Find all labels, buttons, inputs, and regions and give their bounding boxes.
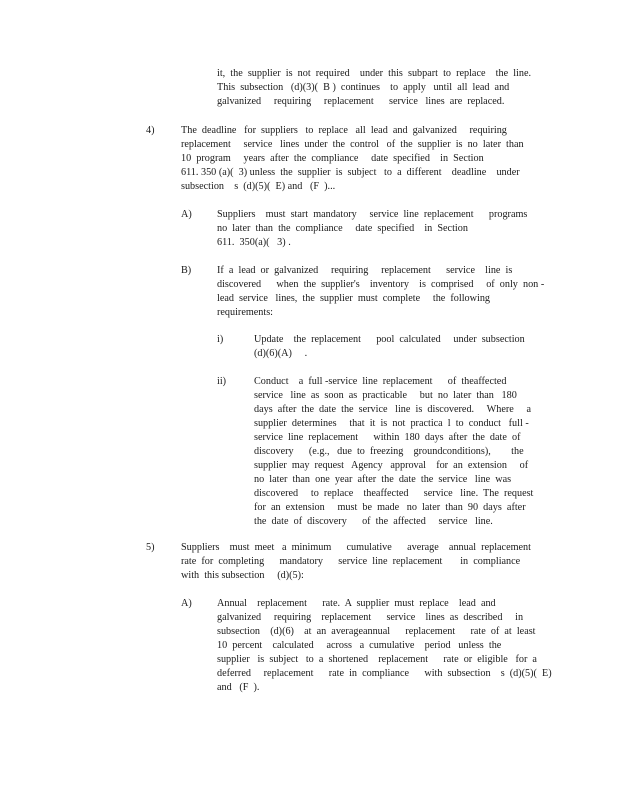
paragraph-line: replacement service lines under the control of the supplier is no later than	[181, 139, 524, 150]
paragraph-line: supplier is subject to a shortened replacement rate or eligible for a	[217, 654, 537, 665]
paragraph-line: discovered to replace theaffected service line. The request	[254, 488, 534, 499]
paragraph-line: subsection s (d)(5)( E) and (F )...	[181, 181, 336, 192]
paragraph-line: subsection (d)(6) at an averageannual replacement rate of at least	[217, 626, 536, 637]
paragraph-line: the date of discovery of the affected service line.	[254, 516, 493, 527]
paragraph-line: 611. 350(a)( 3) .	[217, 237, 291, 248]
paragraph-line: If a lead or galvanized requiring replacement service line is	[217, 265, 513, 276]
paragraph-line: This subsection (d)(3)( B ) continues to apply until all lead and	[217, 82, 510, 93]
list-marker: 4)	[146, 125, 155, 136]
paragraph-line: galvanized requiring replacement service lines as described in	[217, 612, 524, 623]
paragraph-line: it, the supplier is not required under this subpart to replace the line.	[217, 68, 532, 79]
list-marker: A)	[181, 209, 192, 220]
paragraph-line: lead service lines, the supplier must complete the following	[217, 293, 491, 304]
paragraph-line: 611. 350 (a)( 3) unless the supplier is subject to a different deadline under	[181, 167, 520, 178]
paragraph-line: rate for completing mandatory service line replacement in compliance	[181, 556, 521, 567]
paragraph-line: with this subsection (d)(5):	[181, 570, 304, 581]
paragraph-line: discovery (e.g., due to freezing groundconditions), the	[254, 446, 524, 457]
paragraph-line: service line replacement within 180 days after the date of	[254, 432, 521, 443]
paragraph-line: requirements:	[217, 307, 274, 318]
paragraph-line: and (F ).	[217, 682, 260, 693]
paragraph-line: Conduct a full -service line replacement of theaffected	[254, 376, 507, 387]
list-marker: i)	[217, 334, 224, 345]
paragraph-line: deferred replacement rate in compliance with subsection s (d)(5)( E)	[217, 668, 552, 679]
paragraph-line: discovered when the supplier's inventory is comprised of only non -	[217, 279, 545, 290]
paragraph-line: no later than one year after the date the service line was	[254, 474, 512, 485]
paragraph-line: Update the replacement pool calculated under subsection	[254, 334, 525, 345]
list-marker: 5)	[146, 542, 155, 553]
paragraph-line: galvanized requiring replacement service lines are replaced.	[217, 96, 505, 107]
paragraph-line: no later than the compliance date specified in Section	[217, 223, 468, 234]
paragraph-line: Suppliers must meet a minimum cumulative average annual replacement	[181, 542, 531, 553]
paragraph-line: 10 program years after the compliance date specified in Section	[181, 153, 484, 164]
paragraph-line: for an extension must be made no later than 90 days after	[254, 502, 526, 513]
paragraph-line: service line as soon as practicable but no later than 180	[254, 390, 517, 401]
paragraph-line: days after the date the service line is discovered. Where a	[254, 404, 532, 415]
list-marker: ii)	[217, 376, 227, 387]
paragraph-line: supplier may request Agency approval for an extension of	[254, 460, 529, 471]
paragraph-line: Suppliers must start mandatory service line replacement programs	[217, 209, 528, 220]
paragraph-line: Annual replacement rate. A supplier must replace lead and	[217, 598, 496, 609]
paragraph-line: 10 percent calculated across a cumulative period unless the	[217, 640, 502, 651]
paragraph-line: (d)(6)(A) .	[254, 348, 308, 359]
list-marker: B)	[181, 265, 192, 276]
paragraph-line: The deadline for suppliers to replace all lead and galvanized requiring	[181, 125, 507, 136]
list-marker: A)	[181, 598, 192, 609]
paragraph-line: supplier determines that it is not practica l to conduct full -	[254, 418, 529, 429]
